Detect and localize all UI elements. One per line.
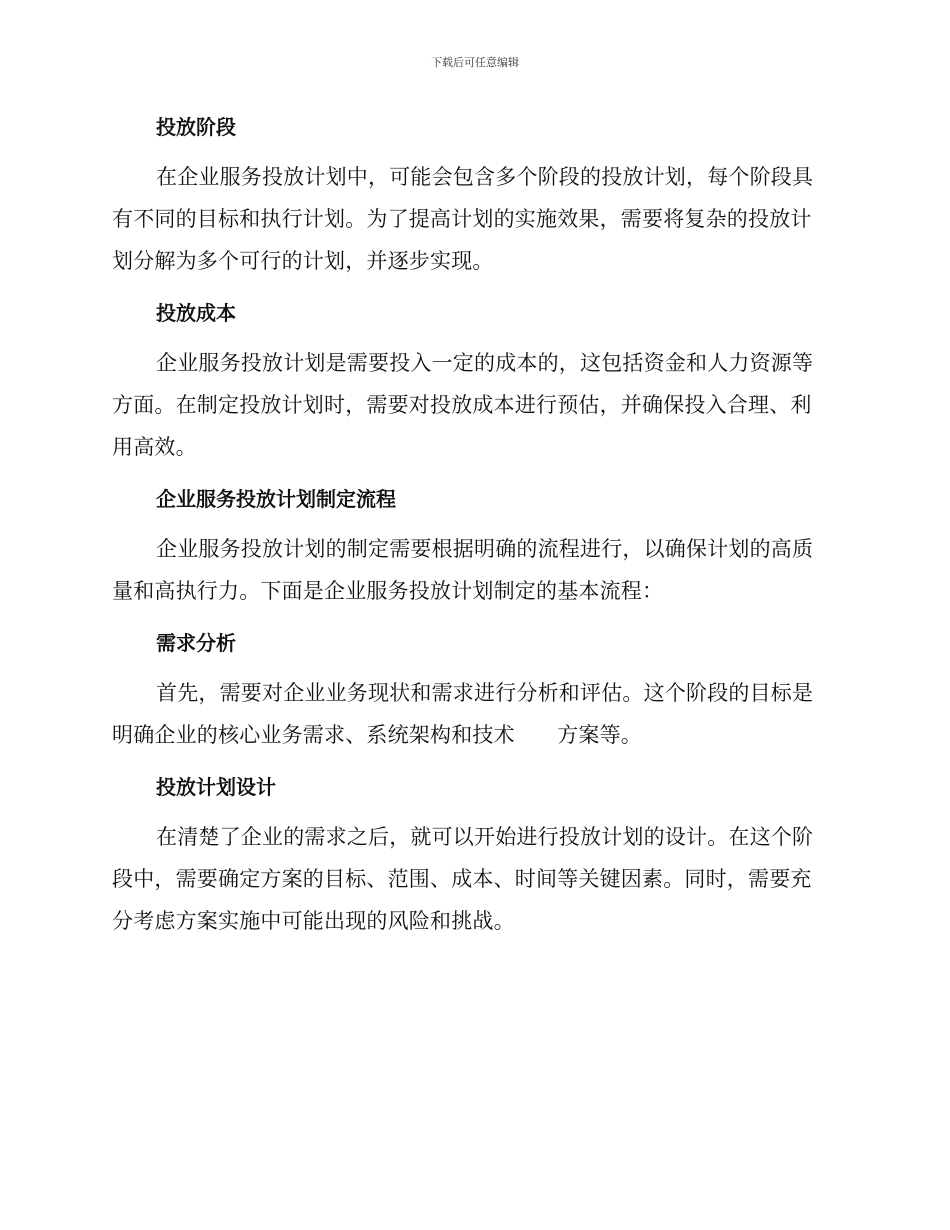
section-heading-requirement-analysis: 需求分析 [156, 631, 236, 655]
document-body [112, 108, 832, 954]
section-heading-planning-process: 企业服务投放计划制定流程 [156, 487, 396, 511]
section-paragraph-requirement-analysis: 首先，需要对企业业务现状和需求进行分析和评估。这个阶段的目标是明确企业的核心业务需求、系统架构和技术 方案等。 [112, 681, 814, 747]
section-heading-delivery-cost: 投放成本 [156, 301, 236, 325]
section-paragraph-planning-process: 企业服务投放计划的制定需要根据明确的流程进行，以确保计划的高质量和高执行力。下面是企业服务投放计划制定的基本流程： [112, 537, 814, 603]
page-header: 下载后可任意编辑 [431, 56, 519, 69]
section-paragraph-delivery-cost: 企业服务投放计划是需要投入一定的成本的，这包括资金和人力资源等方面。在制定投放计划时，需要对投放成本进行预估，并确保投入合理、利用高效。 [112, 351, 814, 459]
section-paragraph-delivery-stage: 在企业服务投放计划中，可能会包含多个阶段的投放计划，每个阶段具有不同的目标和执行计划。为了提高计划的实施效果，需要将复杂的投放计划分解为多个可行的计划，并逐步实现。 [112, 165, 814, 273]
section-heading-delivery-stage: 投放阶段 [156, 115, 236, 139]
section-heading-plan-design: 投放计划设计 [156, 775, 276, 799]
section-paragraph-plan-design: 在清楚了企业的需求之后，就可以开始进行投放计划的设计。在这个阶段中，需要确定方案的目标、范围、成本、时间等关键因素。同时，需要充分考虑方案实施中可能出现的风险和挑战。 [112, 825, 814, 933]
